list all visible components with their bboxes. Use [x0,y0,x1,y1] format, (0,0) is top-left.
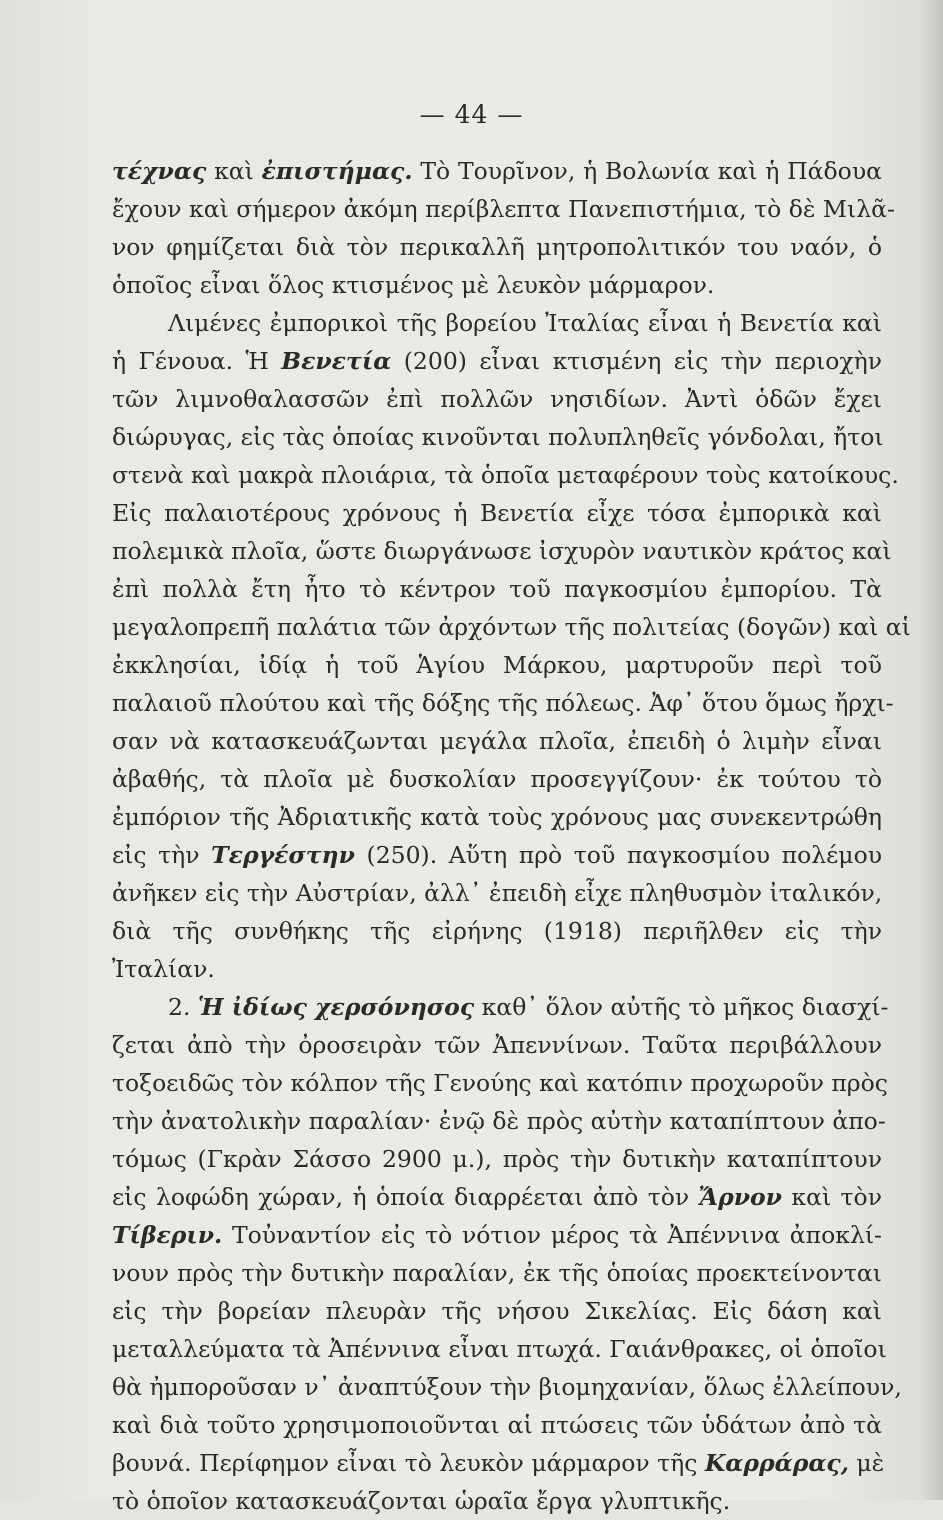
text-segment: (200) εἶναι κτισμένη εἰς τὴν περιοχὴν [391,347,882,375]
text-line [112,342,882,380]
text-line [112,874,882,912]
emphasized-term: Καρράρας, [704,1449,849,1477]
text-segment: Ἰταλίαν. [112,955,215,983]
text-line [112,1178,882,1216]
emphasized-term: Ἡ ἰδίως χερσόνησος [197,993,475,1021]
text-line [112,988,889,1026]
text-line [112,684,894,722]
emphasized-term: Ἄρνον [698,1183,782,1211]
text-line [112,1406,882,1444]
page-number: — 44 — [419,100,524,129]
text-line [112,152,882,190]
text-line [112,760,882,798]
text-line [112,1102,886,1140]
text-segment: ἀνῆκεν εἰς τὴν Αὐστρίαν, ἀλλ᾽ ἐπειδὴ εἶχε πληθυσμὸν ἰταλικόν, [112,879,883,907]
text-line [112,1064,888,1102]
text-segment: διώρυγας, εἰς τὰς ὁποίας κινοῦνται πολυπληθεῖς γόνδολαι, ἤτοι [112,423,884,451]
text-segment: τοξοειδῶς τὸν κόλπον τῆς Γενούης καὶ κατόπιν προχωροῦν πρὸς [112,1069,888,1097]
text-segment: Εἰς παλαιοτέρους χρόνους ἡ Βενετία εἶχε τόσα ἐμπορικὰ καὶ [112,499,882,527]
text-segment: θὰ ἠμποροῦσαν ν᾽ ἀναπτύξουν τὴν βιομηχανίαν, ὅλως ἐλλείπουν, [112,1373,902,1401]
text-line [112,418,882,456]
text-line [112,456,899,494]
text-segment: τὸ ὁποῖον κατασκευάζονται ὡραῖα ἔργα γλυπτικῆς. [112,1487,731,1515]
text-segment: (250). Αὕτη πρὸ τοῦ παγκοσμίου πολέμου [354,841,883,869]
text-segment: 2. [168,993,198,1021]
text-segment: Τὸ Τουρῖνον, ἡ Βολωνία καὶ ἡ Πάδουα [412,157,882,185]
text-line [112,266,882,304]
text-segment: παλαιοῦ πλούτου καὶ τῆς δόξης τῆς πόλεως. Ἀφ᾽ ὅτου ὅμως ἤρχι- [112,689,894,717]
emphasized-term: Τίβεριν. [112,1221,223,1249]
text-segment: μεγαλοπρεπῆ παλάτια τῶν ἀρχόντων τῆς πολιτείας (δογῶν) καὶ αἱ [112,613,911,641]
text-segment: καθ᾽ ὅλον αὐτῆς τὸ μῆκος διασχί- [474,993,889,1021]
text-line [112,798,882,836]
text-line [112,950,882,988]
text-segment: στενὰ καὶ μακρὰ πλοιάρια, τὰ ὁποῖα μεταφέρουν τοὺς κατοίκους. [112,461,899,489]
text-segment: νουν πρὸς τὴν δυτικὴν παραλίαν, ἐκ τῆς ὁποίας προεκτείνονται [112,1259,882,1287]
text-segment: ζεται ἀπὸ τὴν ὀροσειρὰν τῶν Ἀπεννίνων. Ταῦτα περιβάλλουν [112,1031,882,1059]
text-line [112,1292,882,1330]
text-segment: τὴν ἀνατολικὴν παραλίαν· ἐνῷ δὲ πρὸς αὐτὴν καταπίπτουν ἀπο- [112,1107,886,1135]
page-edge-shadow [921,0,943,1500]
body-text [112,152,911,1520]
text-line [112,608,911,646]
text-line [112,1140,882,1178]
text-line [112,532,892,570]
text-line [112,1026,882,1064]
text-segment: τῶν λιμνοθαλασσῶν ἐπὶ πολλῶν νησιδίων. Ἀντὶ ὁδῶν ἔχει [112,385,882,413]
text-line [112,494,882,532]
text-line [112,570,882,608]
text-segment: ἐμπόριον τῆς Ἀδριατικῆς κατὰ τοὺς χρόνους μας συνεκεντρώθη [112,803,882,831]
text-segment: εἰς τὴν [112,841,212,869]
text-segment: Λιμένες ἐμπορικοὶ τῆς βορείου Ἰταλίας εἶναι ἡ Βενετία καὶ [168,309,882,337]
text-segment: μὲ [848,1449,885,1477]
text-segment: καὶ [206,157,262,185]
emphasized-term: Τεργέστην [211,841,355,869]
text-segment: τόμως (Γκρὰν Σάσσο 2900 μ.), πρὸς τὴν δυτικὴν καταπίπτουν [112,1145,882,1173]
text-line [112,1482,882,1520]
text-line [112,228,882,266]
emphasized-term: τέχνας [112,157,207,185]
text-line [112,380,882,418]
text-segment: καὶ διὰ τοῦτο χρησιμοποιοῦνται αἱ πτώσεις τῶν ὑδάτων ἀπὸ τὰ [112,1411,882,1439]
emphasized-term: ἐπιστήμας. [261,157,413,185]
text-line [112,646,882,684]
text-line [112,722,882,760]
text-segment: βουνά. Περίφημον εἶναι τὸ λευκὸν μάρμαρον τῆς [112,1449,705,1477]
text-segment: Τοὐναντίον εἰς τὸ νότιον μέρος τὰ Ἀπέννινα ἀποκλί- [222,1221,882,1249]
text-line [112,304,882,342]
text-line [112,836,882,874]
text-line [112,1444,885,1482]
text-segment: ὁποῖος εἶναι ὅλος κτισμένος μὲ λευκὸν μάρμαρον. [112,271,715,299]
text-segment: σαν νὰ κατασκευάζωνται μεγάλα πλοῖα, ἐπειδὴ ὁ λιμὴν εἶναι [112,727,882,755]
text-segment: πολεμικὰ πλοῖα, ὥστε διωργάνωσε ἰσχυρὸν ναυτικὸν κράτος καὶ [112,537,892,565]
text-segment: ἐκκλησίαι, ἰδίᾳ ἡ τοῦ Ἁγίου Μάρκου, μαρτυροῦν περὶ τοῦ [112,651,882,679]
text-segment: ἡ Γένουα. Ἡ [112,347,282,375]
text-line [112,1216,882,1254]
text-segment: ἔχουν καὶ σήμερον ἀκόμη περίβλεπτα Πανεπιστήμια, τὸ δὲ Μιλᾶ- [112,195,895,223]
text-segment: εἰς τὴν βορείαν πλευρὰν τῆς νήσου Σικελίας. Εἰς δάση καὶ [112,1297,882,1325]
text-line [112,190,895,228]
text-segment: εἰς λοφώδη χώραν, ἡ ὁποία διαρρέεται ἀπὸ τὸν [112,1183,699,1211]
text-segment: ἐπὶ πολλὰ ἔτη ἦτο τὸ κέντρον τοῦ παγκοσμίου ἐμπορίου. Τὰ [112,575,882,603]
text-segment: καὶ τὸν [782,1183,882,1211]
text-segment: διὰ τῆς συνθήκης τῆς εἰρήνης (1918) περιῆλθεν εἰς τὴν [112,917,882,945]
text-segment: ἀβαθής, τὰ πλοῖα μὲ δυσκολίαν προσεγγίζουν· ἐκ τούτου τὸ [112,765,882,793]
emphasized-term: Βενετία [281,347,392,375]
text-line [112,1254,882,1292]
text-line [112,1330,887,1368]
text-line [112,912,882,950]
text-segment: μεταλλεύματα τὰ Ἀπέννινα εἶναι πτωχά. Γαιάνθρακες, οἱ ὁποῖοι [112,1335,887,1363]
text-line [112,1368,902,1406]
text-segment: νον φημίζεται διὰ τὸν περικαλλῆ μητροπολιτικόν του ναόν, ὁ [112,233,882,261]
